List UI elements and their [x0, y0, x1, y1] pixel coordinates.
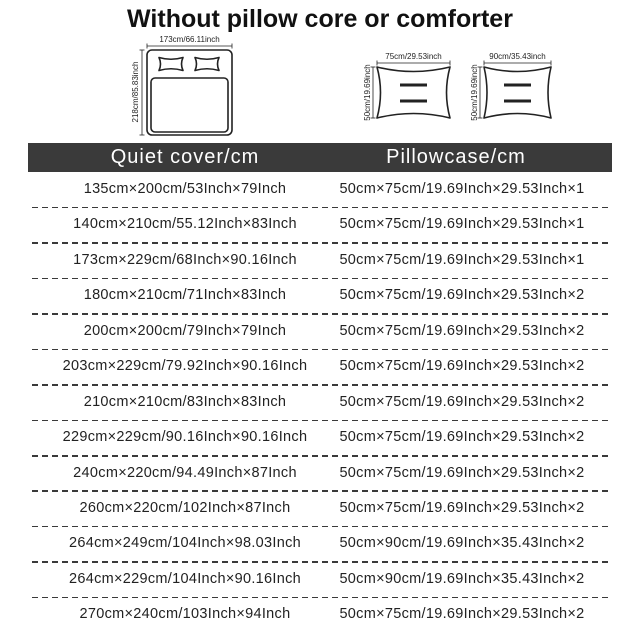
- quilt-cover-size-cell: 264cm×229cm/104Inch×90.16Inch: [69, 570, 301, 587]
- pillow-standard-outline: [377, 67, 450, 118]
- pillowcase-size-cell: 50cm×75cm/19.69Inch×29.53Inch×1: [339, 251, 585, 268]
- pillow-standard-height-label: 50cm/19.69inch: [363, 64, 372, 121]
- bed-length-dimension-line: [140, 50, 145, 135]
- quilt-cover-size-cell: 264cm×249cm/104Inch×98.03Inch: [69, 535, 301, 552]
- pillow-large-width-label: 90cm/35.43inch: [489, 52, 546, 61]
- bed-length-label: 218cm/85.83inch: [131, 61, 140, 123]
- table-row: [28, 385, 612, 420]
- table-row: [28, 491, 612, 526]
- pillowcase-size-cell: 50cm×75cm/19.69Inch×29.53Inch×2: [339, 464, 585, 481]
- quilt-cover-size-cell: 210cm×210cm/83Inch×83Inch: [83, 393, 287, 410]
- bed-icon: [131, 35, 232, 135]
- pillowcase-size-cell: 50cm×75cm/19.69Inch×29.53Inch×2: [339, 429, 585, 446]
- quilt-cover-size-cell: 135cm×200cm/53Inch×79Inch: [83, 181, 287, 197]
- pillow-large-width-dimension-line: [484, 61, 551, 66]
- duvet-outline: [151, 78, 228, 132]
- bed-pillow-right: [195, 58, 219, 71]
- table-row: [28, 243, 612, 278]
- pillowcase-size-cell: 50cm×75cm/19.69Inch×29.53Inch×2: [339, 358, 585, 375]
- pillowcase-size-cell: 50cm×75cm/19.69Inch×29.53Inch×1: [339, 216, 585, 233]
- pillowcase-size-cell: 50cm×90cm/19.69Inch×35.43Inch×2: [339, 535, 585, 552]
- table-row: [28, 562, 612, 597]
- quilt-cover-size-cell: 240cm×220cm/94.49Inch×87Inch: [73, 464, 297, 481]
- table-row: [28, 278, 612, 313]
- pillowcase-column-header: Pillowcase/cm: [386, 146, 526, 168]
- bed-width-dimension-line: [147, 44, 232, 49]
- pillow-standard-width-label: 75cm/29.53inch: [385, 52, 442, 61]
- pillow-large-outline: [484, 67, 551, 118]
- quilt-cover-size-cell: 270cm×240cm/103Inch×94Inch: [79, 606, 291, 623]
- pillowcase-size-cell: 50cm×75cm/19.69Inch×29.53Inch×2: [339, 606, 585, 623]
- pillow-standard-icon: [363, 52, 450, 121]
- table-row: [28, 349, 612, 384]
- pillow-large-icon: [470, 52, 551, 121]
- table-row: [28, 597, 612, 632]
- table-header: [28, 143, 612, 172]
- bed-width-label: 173cm/66.11inch: [159, 35, 220, 44]
- table-row: [28, 207, 612, 242]
- size-table-body: [28, 172, 612, 633]
- pillowcase-size-cell: 50cm×75cm/19.69Inch×29.53Inch×2: [339, 287, 585, 304]
- pillow-large-height-label: 50cm/19.69inch: [470, 64, 479, 121]
- table-row: [28, 314, 612, 349]
- pillowcase-size-cell: 50cm×90cm/19.69Inch×35.43Inch×2: [339, 570, 585, 587]
- table-row: [28, 526, 612, 561]
- pillowcase-size-cell: 50cm×75cm/19.69Inch×29.53Inch×2: [339, 393, 585, 410]
- quilt-cover-size-cell: 260cm×220cm/102Inch×87Inch: [79, 499, 291, 516]
- pillow-standard-width-dimension-line: [377, 61, 450, 66]
- table-row: [28, 172, 612, 207]
- quilt-cover-size-cell: 180cm×210cm/71Inch×83Inch: [83, 287, 287, 304]
- table-row: [28, 456, 612, 491]
- pillowcase-size-cell: 50cm×75cm/19.69Inch×29.53Inch×2: [339, 499, 585, 516]
- bed-pillow-left: [159, 58, 183, 71]
- quilt-cover-column-header: Quiet cover/cm: [110, 146, 260, 168]
- quilt-cover-size-cell: 140cm×210cm/55.12Inch×83Inch: [73, 216, 297, 233]
- quilt-cover-size-cell: 229cm×229cm/90.16Inch×90.16Inch: [62, 429, 308, 446]
- quilt-cover-size-cell: 200cm×200cm/79Inch×79Inch: [83, 322, 287, 339]
- quilt-cover-size-cell: 203cm×229cm/79.92Inch×90.16Inch: [62, 358, 308, 375]
- pillowcase-size-cell: 50cm×75cm/19.69Inch×29.53Inch×1: [339, 181, 585, 197]
- quilt-cover-size-cell: 173cm×229cm/68Inch×90.16Inch: [73, 251, 297, 268]
- pillowcase-size-cell: 50cm×75cm/19.69Inch×29.53Inch×2: [339, 322, 585, 339]
- table-row: [28, 420, 612, 455]
- page-title: Without pillow core or comforter: [127, 5, 513, 33]
